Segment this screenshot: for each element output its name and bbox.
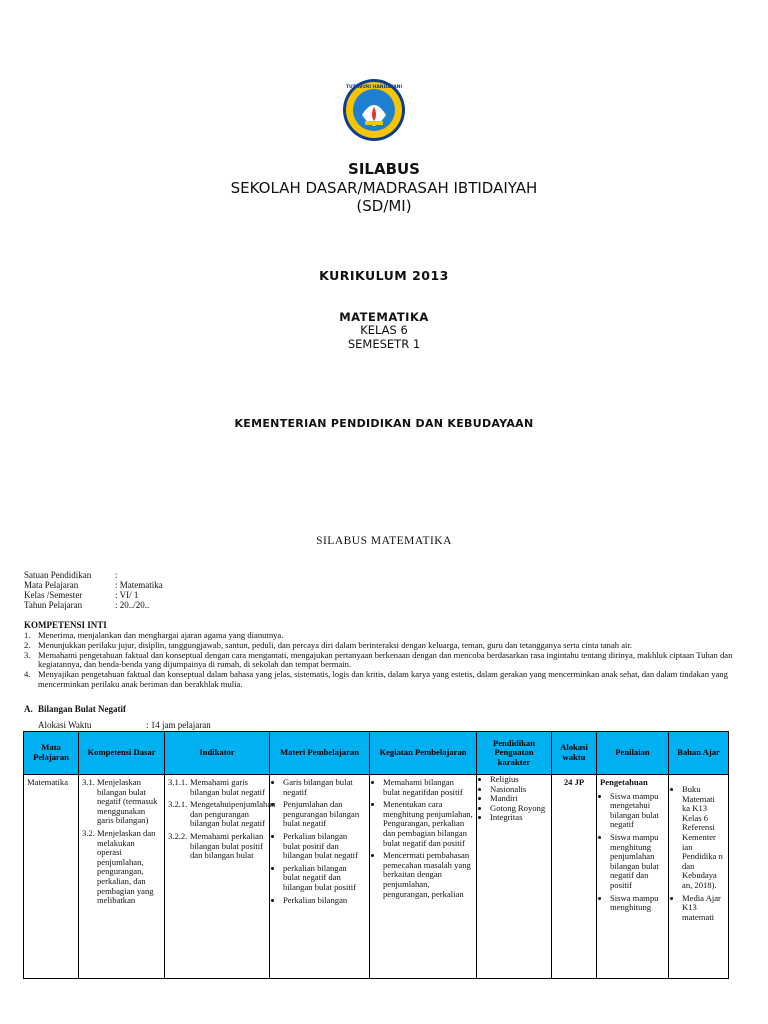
kegiatan-item: • Mencermati pembahasan pemecahan masalah yang berkaitan dengan penjumlahan, pengurangan, perkalian bbox=[383, 851, 473, 899]
col-header-bahan: Bahan Ajar bbox=[669, 732, 729, 775]
kd-item bbox=[82, 778, 161, 826]
tut-wuri-handayani-logo bbox=[338, 77, 410, 143]
penilaian-item: • Siswa mampu menghitung penjumlahan bilangan bulat negatif dan positif bbox=[610, 833, 665, 891]
cover-subject: MATEMATIKA bbox=[339, 310, 429, 324]
col-header-materi: Materi Pembelajaran bbox=[270, 732, 370, 775]
ki-item bbox=[24, 670, 734, 690]
ki-number: 1. bbox=[24, 630, 31, 640]
materi-item: • Perkalian bilangan bulat positif dan bilangan bulat negatif bbox=[283, 832, 366, 861]
kd-number: 3.1. bbox=[82, 777, 95, 787]
logo-book bbox=[365, 121, 383, 125]
indikator-number: 3.2.1. bbox=[168, 799, 188, 810]
karakter-item: • Religius bbox=[490, 775, 548, 785]
kd-item bbox=[82, 829, 161, 906]
col-header-mapel: Mata Pelajaran bbox=[24, 732, 79, 775]
cell-indikator bbox=[165, 775, 276, 979]
materi-item: • Perkalian bilangan bbox=[283, 896, 366, 906]
info-row-tahun bbox=[24, 600, 163, 610]
cover-school-abbr: (SD/MI) bbox=[356, 197, 412, 215]
cell-materi bbox=[270, 775, 370, 979]
indikator-item bbox=[168, 799, 276, 829]
info-value: : VI/ 1 bbox=[115, 590, 139, 600]
col-header-alokasi: Alokasi waktu bbox=[552, 732, 597, 775]
kegiatan-item: • Menentukan cara menghitung penjumlahan, Pengurangan, perkalian dan pembagian bilangan bulat negatif dan positif bbox=[383, 800, 473, 848]
info-value: : bbox=[115, 570, 118, 580]
table-header-row bbox=[24, 732, 729, 775]
ki-item bbox=[24, 651, 734, 671]
materi-item: • Garis bilangan bulat negatif bbox=[283, 778, 366, 797]
info-row-satuan bbox=[24, 570, 163, 580]
ki-number: 2. bbox=[24, 639, 31, 650]
col-header-penilaian: Penilaian bbox=[597, 732, 669, 775]
kegiatan-item: • Memahami bilangan bulat negatifdan positif bbox=[383, 778, 473, 797]
cover-curriculum: KURIKULUM 2013 bbox=[319, 268, 449, 283]
kd-text: Menjelaskan dan melakukan operasi penjumlahan, pengurangan, perkalian, dan pembagian yang melibatkan bbox=[97, 827, 156, 906]
bahan-item: • Media Ajar K13 matemati bbox=[682, 894, 725, 923]
cell-penilaian bbox=[597, 775, 669, 979]
cover-ministry: KEMENTERIAN PENDIDIKAN DAN KEBUDAYAAN bbox=[234, 417, 534, 430]
info-label: Satuan Pendidikan bbox=[24, 570, 92, 580]
info-value: : 20../20.. bbox=[115, 600, 150, 610]
karakter-item: • Gotong Royong bbox=[490, 804, 548, 814]
cell-kegiatan bbox=[370, 775, 477, 979]
cell-mapel: Matematika bbox=[24, 775, 79, 979]
indikator-text: Mengetahuipenjumlahan dan pengurangan bilangan bulat negatif bbox=[190, 799, 276, 829]
cell-karakter bbox=[477, 775, 552, 979]
info-label: Kelas /Semester bbox=[24, 590, 83, 600]
karakter-list bbox=[480, 775, 548, 823]
penilaian-list bbox=[600, 792, 665, 913]
materi-item: • perkalian bilangan bulat negatif dan bilangan bulat positif bbox=[283, 864, 366, 893]
info-value: : Matematika bbox=[115, 580, 163, 590]
indikator-number: 3.1.1. bbox=[168, 777, 188, 787]
section-letter: A. bbox=[24, 704, 33, 714]
ki-text: Memahami pengetahuan faktual dan konseptual dengan cara mengamati, mengajukan pertanyaan berkenaan dengan dan mencoba berdasarkan rasa ingintahu tentang dirinya, makhluk ciptaan Tuhan dan kegiatannya, dan benda-benda yang dijumpainya di rumah, di sekolah dan tempat bermain. bbox=[38, 649, 733, 670]
info-row-mapel bbox=[24, 580, 163, 590]
section-heading bbox=[24, 704, 126, 714]
syllabus-table bbox=[23, 731, 729, 979]
indikator-item bbox=[168, 832, 266, 861]
cover-grade: KELAS 6 bbox=[360, 323, 408, 337]
ki-text: Menyajikan pengetahuan faktual dan konseptual dalam bahasa yang jelas, sistematis, logis dan kritis, dalam karya yang estetis, dalam gerakan yang mencerminkan anak sehat, dan dalam tindakan yang mencerminkan perilaku anak beriman dan berakhlak mulia. bbox=[38, 669, 728, 689]
indikator-text: Memahami perkalian bilangan bulat positif dan bilangan bulat bbox=[190, 830, 264, 861]
indikator-item bbox=[168, 778, 266, 797]
logo-emblem-text: TUT WURI HANDAYANI bbox=[345, 85, 403, 90]
cover-semester: SEMESETR 1 bbox=[347, 337, 421, 351]
identity-info bbox=[24, 570, 163, 610]
bahan-list bbox=[672, 785, 725, 922]
syllabus-title: SILABUS MATEMATIKA bbox=[316, 535, 452, 547]
indikator-number: 3.2.2. bbox=[168, 830, 188, 841]
cell-kd bbox=[79, 775, 165, 979]
ki-text: Menerima, menjalankan dan menghargai ajaran agama yang dianutnya. bbox=[38, 630, 284, 640]
alokasi-label: Alokasi Waktu bbox=[38, 720, 92, 730]
karakter-item: • Nasionalis bbox=[490, 785, 548, 795]
ki-text: Menunjukkan perilaku jujur, disiplin, tanggungjawab, santun, peduli, dan percaya diri dalam berinteraksi dengan keluarga, teman, guru dan tetangganya serta cinta tanah air. bbox=[38, 639, 632, 650]
kd-text: Menjelaskan bilangan bulat negatif (termasuk menggunakan garis bilangan) bbox=[97, 777, 158, 826]
col-header-kegiatan: Kegiatan Pembelajaran bbox=[370, 732, 477, 775]
materi-list bbox=[273, 778, 366, 905]
alokasi-value: : 14 jam pelajaran bbox=[146, 720, 211, 730]
kegiatan-list bbox=[373, 778, 473, 899]
penilaian-item: • Siswa mampu menghitung bbox=[610, 894, 665, 913]
kd-number: 3.2. bbox=[82, 827, 95, 838]
col-header-kd: Kompetensi Dasar bbox=[79, 732, 165, 775]
table-row bbox=[24, 775, 729, 979]
karakter-item: • Mandiri bbox=[490, 794, 548, 804]
alokasi-waktu bbox=[38, 720, 211, 730]
info-row-kelas bbox=[24, 590, 163, 600]
ki-heading: KOMPETENSI INTI bbox=[24, 620, 107, 630]
col-header-karakter: Pendidikan Penguatan karakter bbox=[477, 732, 552, 775]
penilaian-title: Pengetahuan bbox=[600, 777, 648, 787]
bahan-item: • Buku Matemati ka K13 Kelas 6 Referensi Kementer ian Pendidika n dan Kebudaya an, 2018). bbox=[682, 785, 725, 891]
info-label: Tahun Pelajaran bbox=[24, 600, 83, 610]
cover-school: SEKOLAH DASAR/MADRASAH IBTIDAIYAH bbox=[230, 179, 538, 197]
info-label: Mata Pelajaran bbox=[24, 580, 79, 590]
cover-title: SILABUS bbox=[348, 160, 420, 178]
materi-item: • Penjumlahan dan pengurangan bilangan bulat negatif bbox=[283, 800, 366, 829]
cell-alokasi: 24 JP bbox=[552, 775, 597, 979]
indikator-text: Memahami garis bilangan bulat negatif bbox=[190, 777, 265, 797]
karakter-item: • Integritas bbox=[490, 813, 548, 823]
penilaian-item: • Siswa mampu mengetahui bilangan bulat negatif bbox=[610, 792, 665, 830]
ki-number: 3. bbox=[24, 649, 31, 660]
section-title: Bilangan Bulat Negatif bbox=[38, 704, 127, 714]
cell-bahan bbox=[669, 775, 729, 979]
ki-number: 4. bbox=[24, 669, 31, 680]
ki-list bbox=[24, 631, 734, 690]
col-header-indikator: Indikator bbox=[165, 732, 270, 775]
